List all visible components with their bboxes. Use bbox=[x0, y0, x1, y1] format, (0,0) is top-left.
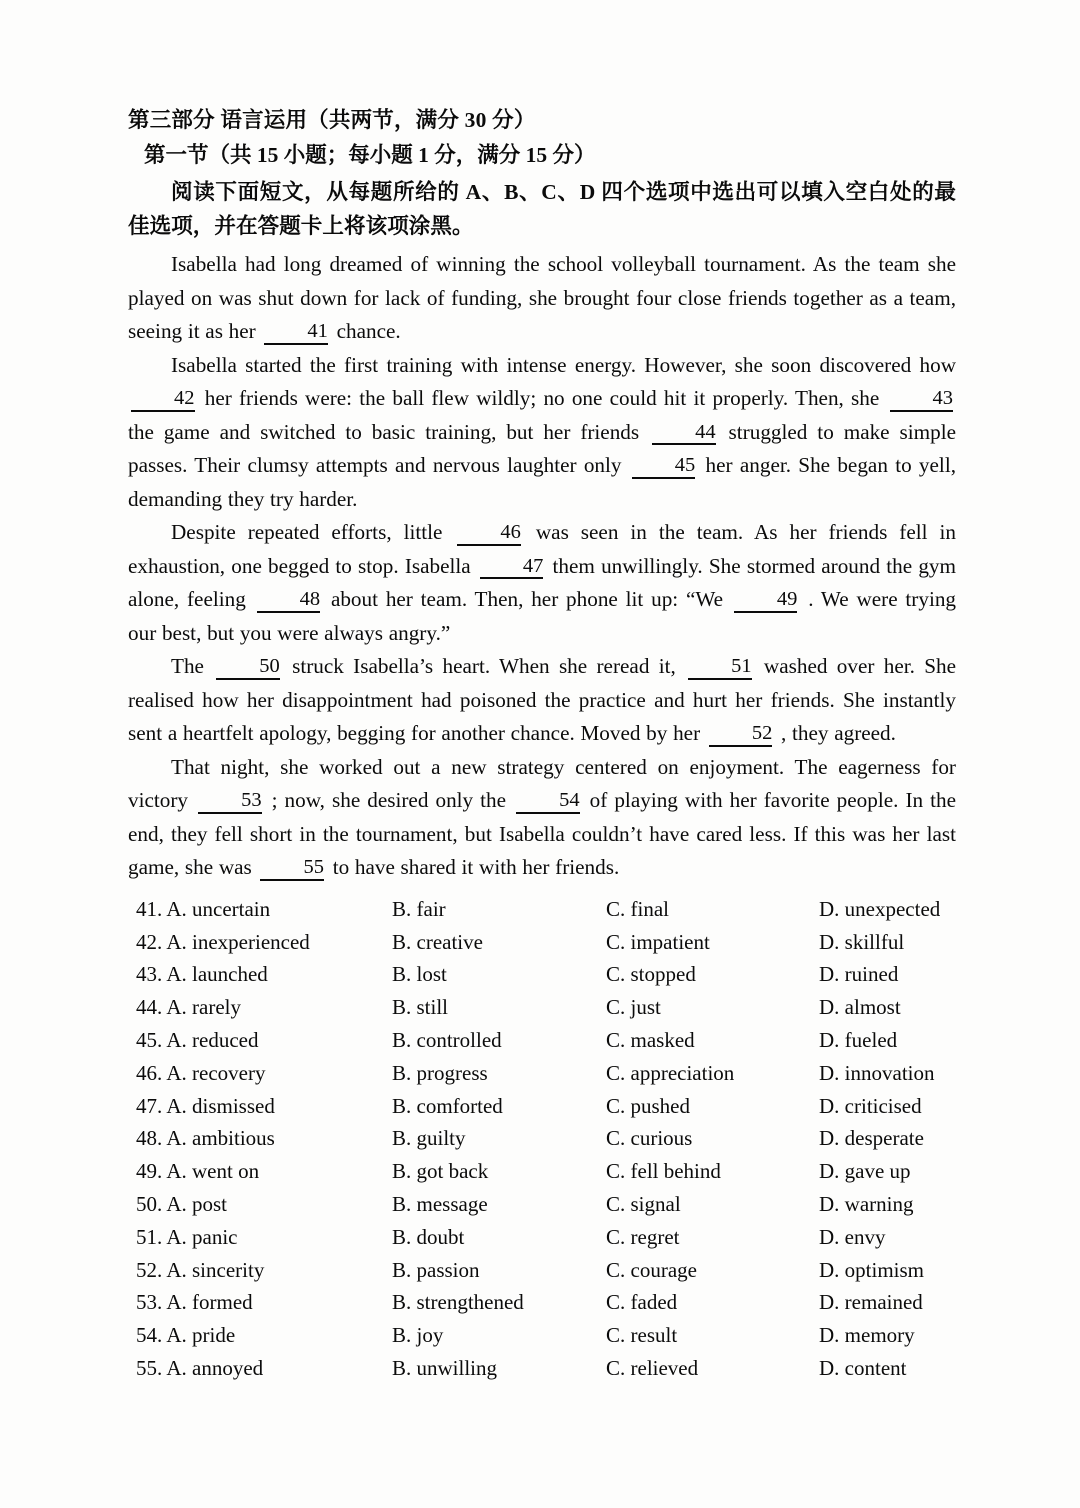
option-a[interactable]: 48. A. ambitious bbox=[136, 1126, 275, 1151]
blank-48: 48 bbox=[257, 589, 321, 613]
option-c[interactable]: C. masked bbox=[606, 1027, 695, 1052]
option-row bbox=[136, 1126, 956, 1159]
option-d[interactable]: D. warning bbox=[819, 1191, 914, 1216]
option-c[interactable]: C. relieved bbox=[606, 1355, 699, 1380]
question-number: 44. bbox=[136, 995, 167, 1020]
option-b[interactable]: B. progress bbox=[392, 1060, 488, 1085]
question-number: 42. bbox=[136, 929, 167, 954]
question-number: 55. bbox=[136, 1355, 167, 1380]
question-number: 45. bbox=[136, 1027, 167, 1052]
option-c[interactable]: C. just bbox=[606, 995, 661, 1020]
option-a[interactable]: 54. A. pride bbox=[136, 1323, 236, 1348]
option-row bbox=[136, 1225, 956, 1258]
option-row bbox=[136, 1094, 956, 1127]
question-number: 54. bbox=[136, 1323, 167, 1348]
question-number: 53. bbox=[136, 1290, 167, 1315]
option-a[interactable]: 46. A. recovery bbox=[136, 1060, 266, 1085]
blank-55: 55 bbox=[260, 857, 324, 881]
option-a[interactable]: 55. A. annoyed bbox=[136, 1355, 264, 1380]
paragraph-4-text-3: washed over her. She realised how her disappointment had poisoned the practice and hurt her friends. She instantly sent a heartfelt apology, begging for another chance. Moved by her bbox=[128, 654, 956, 746]
question-number: 43. bbox=[136, 962, 167, 987]
blank-43: 43 bbox=[890, 388, 954, 412]
option-d[interactable]: D. skillful bbox=[819, 929, 905, 954]
paragraph-4-text-4: , they agreed. bbox=[781, 721, 896, 746]
option-a[interactable]: 43. A. launched bbox=[136, 962, 268, 987]
option-row bbox=[136, 1356, 956, 1389]
option-b[interactable]: B. fair bbox=[392, 896, 446, 921]
option-a[interactable]: 47. A. dismissed bbox=[136, 1093, 275, 1118]
subsection-heading: 第一节（共 15 小题；每小题 1 分，满分 15 分） bbox=[144, 143, 596, 168]
option-row bbox=[136, 930, 956, 963]
passage-paragraph-1 bbox=[128, 248, 956, 349]
option-c[interactable]: C. curious bbox=[606, 1126, 693, 1151]
question-number: 51. bbox=[136, 1224, 167, 1249]
paragraph-3-text-5: . We were trying our best, but you were always angry.” bbox=[128, 587, 957, 645]
passage-paragraph-3 bbox=[128, 516, 956, 650]
option-c[interactable]: C. pushed bbox=[606, 1093, 690, 1118]
option-c[interactable]: C. appreciation bbox=[606, 1060, 735, 1085]
option-c[interactable]: C. impatient bbox=[606, 929, 710, 954]
option-d[interactable]: D. gave up bbox=[819, 1159, 911, 1184]
option-b[interactable]: B. still bbox=[392, 995, 449, 1020]
option-c[interactable]: C. final bbox=[606, 896, 669, 921]
option-row bbox=[136, 962, 956, 995]
passage-paragraph-2 bbox=[128, 349, 956, 517]
options-list bbox=[128, 897, 956, 1389]
option-row bbox=[136, 1028, 956, 1061]
option-c[interactable]: C. stopped bbox=[606, 962, 696, 987]
option-d[interactable]: D. optimism bbox=[819, 1257, 925, 1282]
option-d[interactable]: D. envy bbox=[819, 1224, 886, 1249]
paragraph-2-text-1: Isabella started the first training with intense energy. However, she soon discovered how bbox=[171, 352, 956, 377]
option-a[interactable]: 51. A. panic bbox=[136, 1224, 238, 1249]
blank-54: 54 bbox=[516, 790, 580, 814]
paragraph-3-text-4: about her team. Then, her phone lit up: “We bbox=[330, 587, 724, 612]
option-d[interactable]: D. memory bbox=[819, 1323, 915, 1348]
option-d[interactable]: D. innovation bbox=[819, 1060, 935, 1085]
option-a[interactable]: 44. A. rarely bbox=[136, 995, 241, 1020]
blank-49: 49 bbox=[734, 589, 798, 613]
option-d[interactable]: D. criticised bbox=[819, 1093, 922, 1118]
blank-42: 42 bbox=[131, 388, 195, 412]
paragraph-5-text-3: of playing with her favorite people. In the end, they fell short in the tournament, but Isabella couldn’t have cared less. If this was her last game, she was bbox=[128, 788, 957, 880]
option-a[interactable]: 53. A. formed bbox=[136, 1290, 253, 1315]
option-row bbox=[136, 1323, 956, 1356]
option-d[interactable]: D. desperate bbox=[819, 1126, 924, 1151]
option-row bbox=[136, 1258, 956, 1291]
passage-paragraph-5 bbox=[128, 751, 956, 885]
option-a[interactable]: 50. A. post bbox=[136, 1191, 228, 1216]
blank-45: 45 bbox=[632, 455, 696, 479]
question-number: 47. bbox=[136, 1093, 167, 1118]
paragraph-5-text-2: ; now, she desired only the bbox=[271, 788, 507, 813]
option-d[interactable]: D. unexpected bbox=[819, 896, 941, 921]
paragraph-2-text-3: the game and switched to basic training, but her friends bbox=[128, 419, 640, 444]
option-b[interactable]: B. got back bbox=[392, 1159, 489, 1184]
paragraph-1-text-1: Isabella had long dreamed of winning the school volleyball tournament. As the team she played on was shut down for lack of funding, she brought four close friends together as a team, seeing it as her bbox=[128, 252, 956, 344]
paragraph-2-text-5: her anger. She began to yell, demanding they try harder. bbox=[128, 453, 956, 511]
section-heading: 第三部分 语言运用（共两节，满分 30 分） bbox=[128, 108, 536, 132]
option-a[interactable]: 41. A. uncertain bbox=[136, 896, 271, 921]
paragraph-3-text-3: them unwillingly. She stormed around the gym alone, feeling bbox=[128, 553, 956, 612]
passage-paragraph-4 bbox=[128, 650, 956, 751]
question-number: 49. bbox=[136, 1159, 167, 1184]
blank-46: 46 bbox=[457, 522, 521, 546]
paragraph-1-text-2: chance. bbox=[336, 319, 401, 344]
option-b[interactable]: B. creative bbox=[392, 929, 483, 954]
question-number: 50. bbox=[136, 1191, 167, 1216]
option-b[interactable]: B. comforted bbox=[392, 1093, 503, 1118]
paragraph-4-text-2: struck Isabella’s heart. When she reread it, bbox=[292, 654, 676, 679]
option-c[interactable]: C. fell behind bbox=[606, 1159, 721, 1184]
blank-52: 52 bbox=[709, 723, 773, 747]
option-c[interactable]: C. faded bbox=[606, 1290, 678, 1315]
question-number: 48. bbox=[136, 1126, 167, 1151]
blank-47: 47 bbox=[480, 556, 544, 580]
option-row bbox=[136, 995, 956, 1028]
instruction-text: 阅读下面短文，从每题所给的 A、B、C、D 四个选项中选出可以填入空白处的最佳选项，并在答题卡上将该项涂黑。 bbox=[128, 179, 956, 239]
option-d[interactable]: D. content bbox=[819, 1355, 907, 1380]
blank-51: 51 bbox=[688, 656, 752, 680]
option-row bbox=[136, 1159, 956, 1192]
option-d[interactable]: D. ruined bbox=[819, 962, 899, 987]
option-b[interactable]: B. doubt bbox=[392, 1224, 465, 1249]
option-row bbox=[136, 897, 956, 930]
question-number: 52. bbox=[136, 1257, 167, 1282]
option-row bbox=[136, 1192, 956, 1225]
paragraph-4-text-1: The bbox=[171, 654, 204, 679]
paragraph-2-text-4: struggled to make simple passes. Their clumsy attempts and nervous laughter only bbox=[128, 419, 957, 478]
question-number: 46. bbox=[136, 1060, 167, 1085]
option-a[interactable]: 49. A. went on bbox=[136, 1159, 260, 1184]
option-b[interactable]: B. strengthened bbox=[392, 1290, 524, 1315]
paragraph-3-text-1: Despite repeated efforts, little bbox=[171, 520, 443, 545]
option-d[interactable]: D. fueled bbox=[819, 1027, 898, 1052]
option-c[interactable]: C. signal bbox=[606, 1191, 681, 1216]
paragraph-5-text-1: That night, she worked out a new strategy centered on enjoyment. The eagerness for victory bbox=[128, 754, 956, 813]
option-b[interactable]: B. lost bbox=[392, 962, 447, 987]
blank-50: 50 bbox=[216, 656, 280, 680]
blank-44: 44 bbox=[652, 422, 716, 446]
question-number: 41. bbox=[136, 896, 167, 921]
blank-41: 41 bbox=[264, 321, 328, 345]
option-b[interactable]: B. guilty bbox=[392, 1126, 466, 1151]
option-a[interactable]: 42. A. inexperienced bbox=[136, 929, 310, 954]
option-d[interactable]: D. almost bbox=[819, 995, 901, 1020]
option-c[interactable]: C. regret bbox=[606, 1224, 680, 1249]
paragraph-5-text-4: to have shared it with her friends. bbox=[332, 855, 620, 880]
option-c[interactable]: C. courage bbox=[606, 1257, 697, 1282]
option-b[interactable]: B. joy bbox=[392, 1323, 444, 1348]
option-c[interactable]: C. result bbox=[606, 1323, 678, 1348]
paragraph-2-text-2: her friends were: the ball flew wildly; no one could hit it properly. Then, she bbox=[204, 386, 880, 411]
option-b[interactable]: B. controlled bbox=[392, 1027, 502, 1052]
option-row bbox=[136, 1290, 956, 1323]
option-row bbox=[136, 1061, 956, 1094]
option-b[interactable]: B. unwilling bbox=[392, 1355, 498, 1380]
paragraph-3-text-2: was seen in the team. As her friends fell in exhaustion, one begged to stop. Isabella bbox=[128, 520, 956, 578]
page-content bbox=[128, 104, 956, 1389]
option-d[interactable]: D. remained bbox=[819, 1290, 923, 1315]
option-a[interactable]: 45. A. reduced bbox=[136, 1027, 259, 1052]
option-a[interactable]: 52. A. sincerity bbox=[136, 1257, 265, 1282]
blank-53: 53 bbox=[198, 790, 262, 814]
option-b[interactable]: B. passion bbox=[392, 1257, 480, 1282]
option-b[interactable]: B. message bbox=[392, 1191, 488, 1216]
